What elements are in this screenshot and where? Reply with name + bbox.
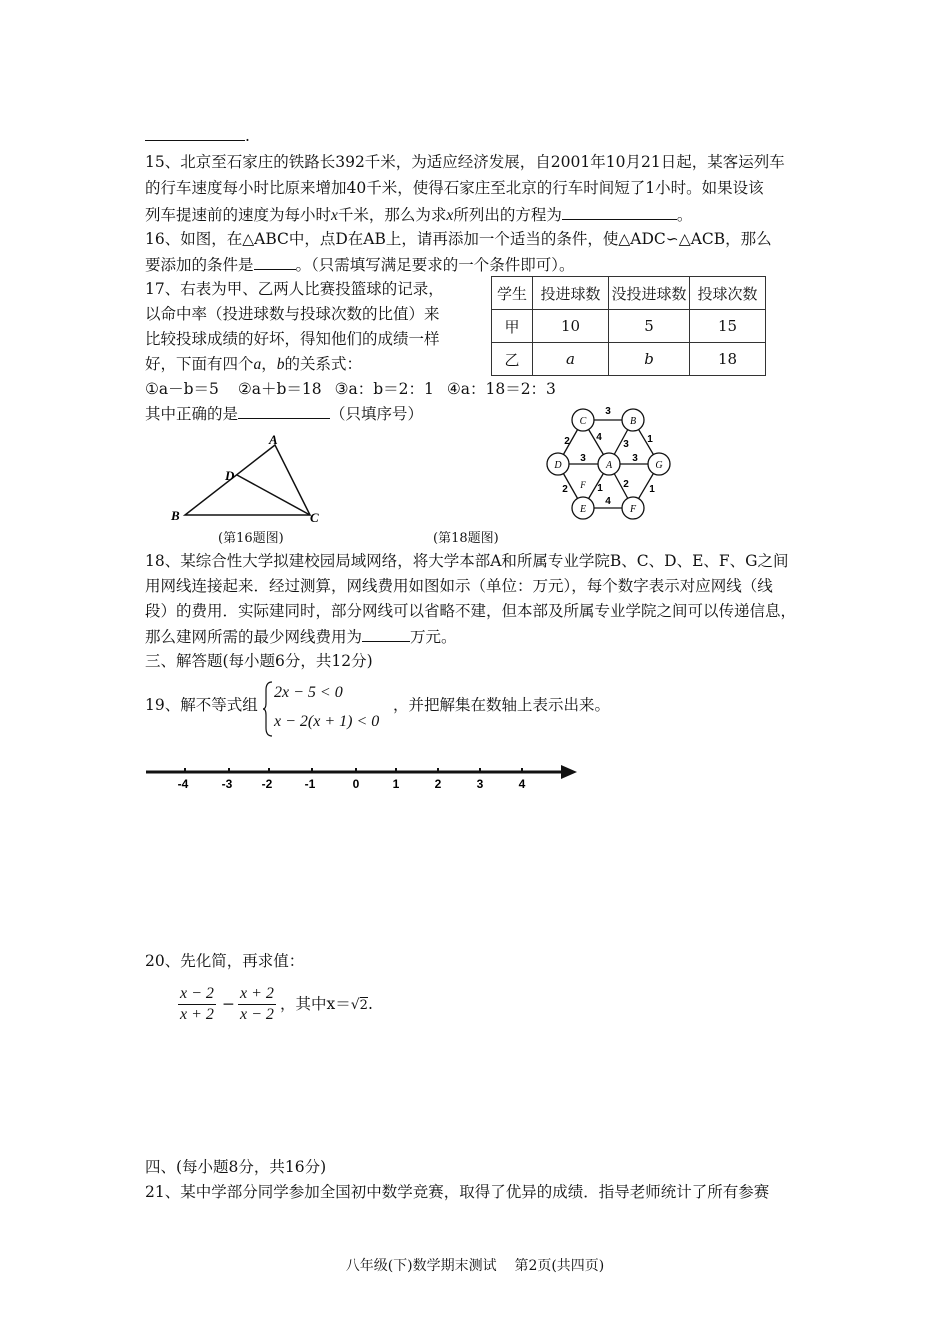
edge-weight-da: 3 [580,453,586,464]
tick-label: -4 [177,777,189,791]
edge-weight-ca: 4 [596,432,602,443]
page-footer: 八年级(下)数学期末测试 第2页(共四页) [345,1258,605,1274]
section-3-heading: 三、解答题(每小题6分，共12分) [145,652,373,670]
table-header: 学生 [492,277,533,310]
table-cell: 10 [533,310,609,343]
table-cell: 15 [690,310,766,343]
answer-blank[interactable] [145,124,245,141]
q16-line2: 要添加的条件是 。（只需填写满足要求的一个条件即可）。 [145,253,575,276]
table-header: 投进球数 [533,277,609,310]
node-label-a: A [605,460,613,471]
table-cell: a [533,343,609,376]
q18-line3: 段）的费用．实际建同时，部分网线可以省略不建，但本部及所属专业学院之间可以传递信息， [145,602,797,620]
q17-option-1: ①a－b＝5 [145,380,219,398]
q20-condition: ，其中x＝√2. [280,995,373,1013]
fig18-network [540,402,680,526]
node-label-f: F [629,504,637,515]
table-cell: 甲 [492,310,533,343]
q18-line4: 那么建网所需的最少网线费用为 万元。 [145,625,457,648]
table-row [492,343,766,376]
tick-label: 2 [434,777,442,791]
q17-line3: 比较投球成绩的好坏，得知他们的成绩一样 [145,330,440,348]
tick-label: 3 [476,777,484,791]
q18-line2: 用网线连接起来．经过测算，网线费用如图如示（单位：万元），每个数字表示对应网线（线 [145,577,773,595]
edge-weight-cd: 2 [564,436,570,447]
q15-line3: 列车提速前的速度为每小时x千米，那么为求x所列出的方程为 。 [145,203,692,227]
q19-suffix: ，并把解集在数轴上表示出来。 [393,696,611,714]
q15-line2: 的行车速度每小时比原来增加40千米，使得石家庄至北京的行车时间短了1小时。如果设该 [145,179,764,197]
table-header: 投球次数 [690,277,766,310]
vertex-label-a: A [269,432,278,447]
table-cell: 乙 [492,343,533,376]
table-cell: b [609,343,690,376]
q20-fraction-2: x + 2 x − 2 [240,985,274,1023]
q20-fraction-1: x − 2 x + 2 [180,985,214,1023]
table-row [492,310,766,343]
score-table [491,276,766,376]
q20-line1: 20、先化简，再求值： [145,952,305,970]
q17-option-3: ③a：b＝2：1 [334,380,434,398]
inequality-brace [262,680,274,738]
q17-options [145,378,556,400]
edge-weight-ab: 3 [623,439,629,450]
edge-weight-ef: 4 [605,496,611,507]
tick-label: 0 [352,777,360,791]
q16-answer-blank[interactable] [254,253,296,270]
q20-minus: − [222,995,235,1013]
q16-line1: 16、如图，在△ABC中，点D在AB上，请再添加一个适当的条件，使△ADC∽△ACB，那么 [145,230,772,248]
q18-line1: 18、某综合性大学拟建校园局域网络，将大学本部A和所属专业学院B、C、D、E、F、G之间 [145,552,789,570]
tick-label: 1 [392,777,400,791]
q15-line1: 15、北京至石家庄的铁路长392千米，为适应经济发展，自2001年10月21日起，某客运列车 [145,153,785,171]
sqrt-symbol: √ [350,997,360,1013]
q17-line6: 其中正确的是 （只填序号） [145,402,423,425]
table-cell: 5 [609,310,690,343]
q17-line2: 以命中率（投进球数与投球次数的比值）来 [145,305,440,323]
vertex-label-c: C [310,510,319,525]
q19-inequality-2: x − 2(x + 1) < 0 [274,713,380,730]
edge-weight-bg: 1 [647,434,653,445]
table-cell: 18 [690,343,766,376]
q17-answer-blank[interactable] [238,402,330,419]
section-4-heading: 四、(每小题8分，共16分) [145,1158,327,1176]
q17-option-4: ④a：18＝2：3 [446,380,556,398]
edge-weight-ea: 1 [597,483,603,494]
q17-option-2: ②a＋b＝18 [237,380,322,398]
inner-label-f: F [580,480,586,490]
node-label-g: G [655,460,663,471]
fig18-caption: (第18题图) [433,531,499,546]
tick-label: -2 [261,777,273,791]
node-label-c: C [579,416,587,427]
q19-prefix: 19、解不等式组 [145,696,258,714]
node-label-d: D [554,460,562,471]
edge-weight-de: 2 [562,484,568,495]
q18-answer-blank[interactable] [362,625,410,642]
edge-weight-ag: 3 [632,453,638,464]
number-line [143,760,583,792]
vertex-label-d: D [225,468,235,483]
q21-line1: 21、某中学部分同学参加全国初中数学竞赛，取得了优异的成绩．指导老师统计了所有参赛 [145,1183,770,1201]
fig16-caption: (第16题图) [218,531,284,546]
edge-weight-af: 2 [623,479,629,490]
tick-label: -1 [304,777,316,791]
tick-label: 4 [518,777,526,791]
table-header-row [492,277,766,310]
node-label-b: B [629,416,637,427]
q17-line4: 好，下面有四个a，b的关系式： [145,355,363,373]
q19-inequality-1: 2x − 5 < 0 [274,684,343,701]
q15-answer-blank[interactable] [562,203,677,220]
tick-label: -3 [221,777,233,791]
edge-weight-gf: 1 [649,484,655,495]
previous-answer-line: . [145,124,250,147]
edge-weight-cb: 3 [605,406,611,417]
node-label-e: E [579,504,587,515]
q17-line1: 17、右表为甲、乙两人比赛投篮球的记录， [145,280,444,298]
fig16-triangle [165,430,335,530]
table-header: 没投进球数 [609,277,690,310]
vertex-label-b: B [171,508,180,523]
